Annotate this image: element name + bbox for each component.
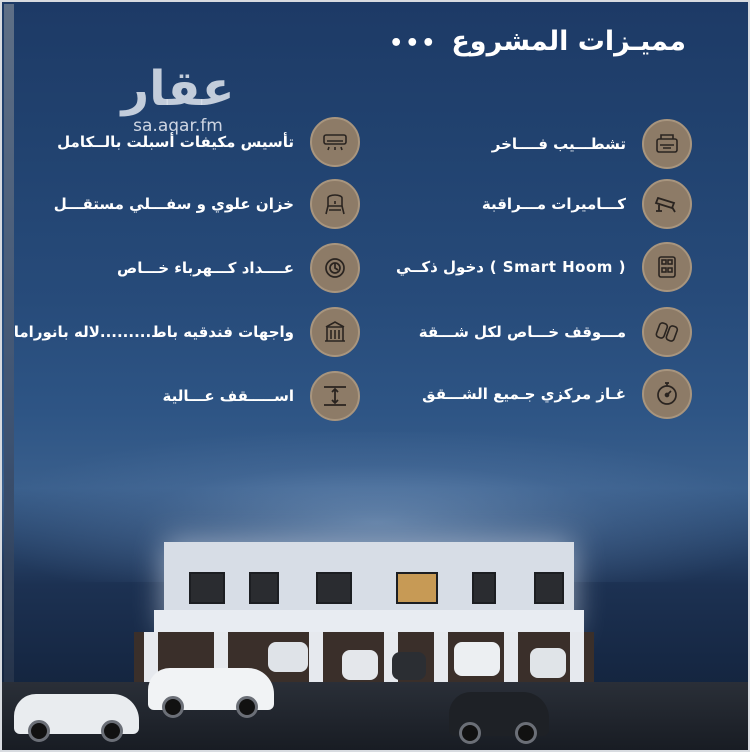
feature-smart-entry — [396, 242, 692, 292]
feature-central-gas — [422, 369, 692, 419]
feature-label: خزان علوي و سفـــلي مستقـــل — [53, 195, 294, 213]
car — [392, 652, 426, 680]
feature-label: ( Smart Hoom ) دخول ذكــي — [395, 258, 626, 276]
feature-label: عــــداد كـــهرباء خـــاص — [117, 259, 294, 277]
feature-label: تشطـــيب فــــاخر — [491, 135, 626, 153]
building-window — [396, 572, 438, 604]
building-window — [472, 572, 496, 604]
car — [14, 694, 139, 734]
ceiling-icon — [310, 371, 360, 421]
left-strip — [4, 4, 14, 750]
feature-label: غـاز مركزي جـميع الشـــقق — [422, 385, 626, 403]
camera-icon — [642, 179, 692, 229]
feature-parking — [419, 307, 692, 357]
aqar-url: sa.aqar.fm — [133, 116, 223, 136]
feature-label: تأسيس مكيفات أسبلت بالــكامل — [57, 133, 294, 151]
building-balcony-band — [154, 610, 584, 632]
meter-icon — [310, 243, 360, 293]
car — [530, 648, 566, 678]
feature-label: واجهات فندقيه باط.........لاله بانوراما — [13, 323, 294, 341]
building-window — [316, 572, 352, 604]
gas-icon — [642, 369, 692, 419]
car — [148, 668, 274, 710]
feature-water-tank — [54, 179, 360, 229]
feature-high-ceilings — [162, 371, 360, 421]
feature-cameras — [482, 179, 692, 229]
feature-label: مـــوقف خـــاص لكل شـــقة — [418, 323, 626, 341]
aqar-logo: عقار — [121, 61, 235, 117]
facade-icon — [310, 307, 360, 357]
page-title: مميـزات المشروع — [451, 26, 686, 57]
feature-label: كـــاميرات مـــراقبة — [481, 195, 626, 213]
car — [268, 642, 308, 672]
smart-lock-icon — [642, 242, 692, 292]
building-window — [249, 572, 279, 604]
car — [454, 642, 500, 676]
car — [342, 650, 378, 680]
feature-finishing — [492, 119, 692, 169]
feature-label: اســـــقف عـــالية — [162, 387, 294, 405]
parking-icon — [642, 307, 692, 357]
feature-ac — [57, 117, 360, 167]
title-block — [389, 26, 686, 57]
air-conditioner-icon — [310, 117, 360, 167]
finishing-icon — [642, 119, 692, 169]
feature-electric-meter — [117, 243, 360, 293]
feature-facade — [14, 307, 360, 357]
water-tank-icon — [310, 179, 360, 229]
car — [449, 692, 549, 736]
building-window — [534, 572, 564, 604]
title-dots: ••• — [389, 31, 438, 56]
building-window — [189, 572, 225, 604]
